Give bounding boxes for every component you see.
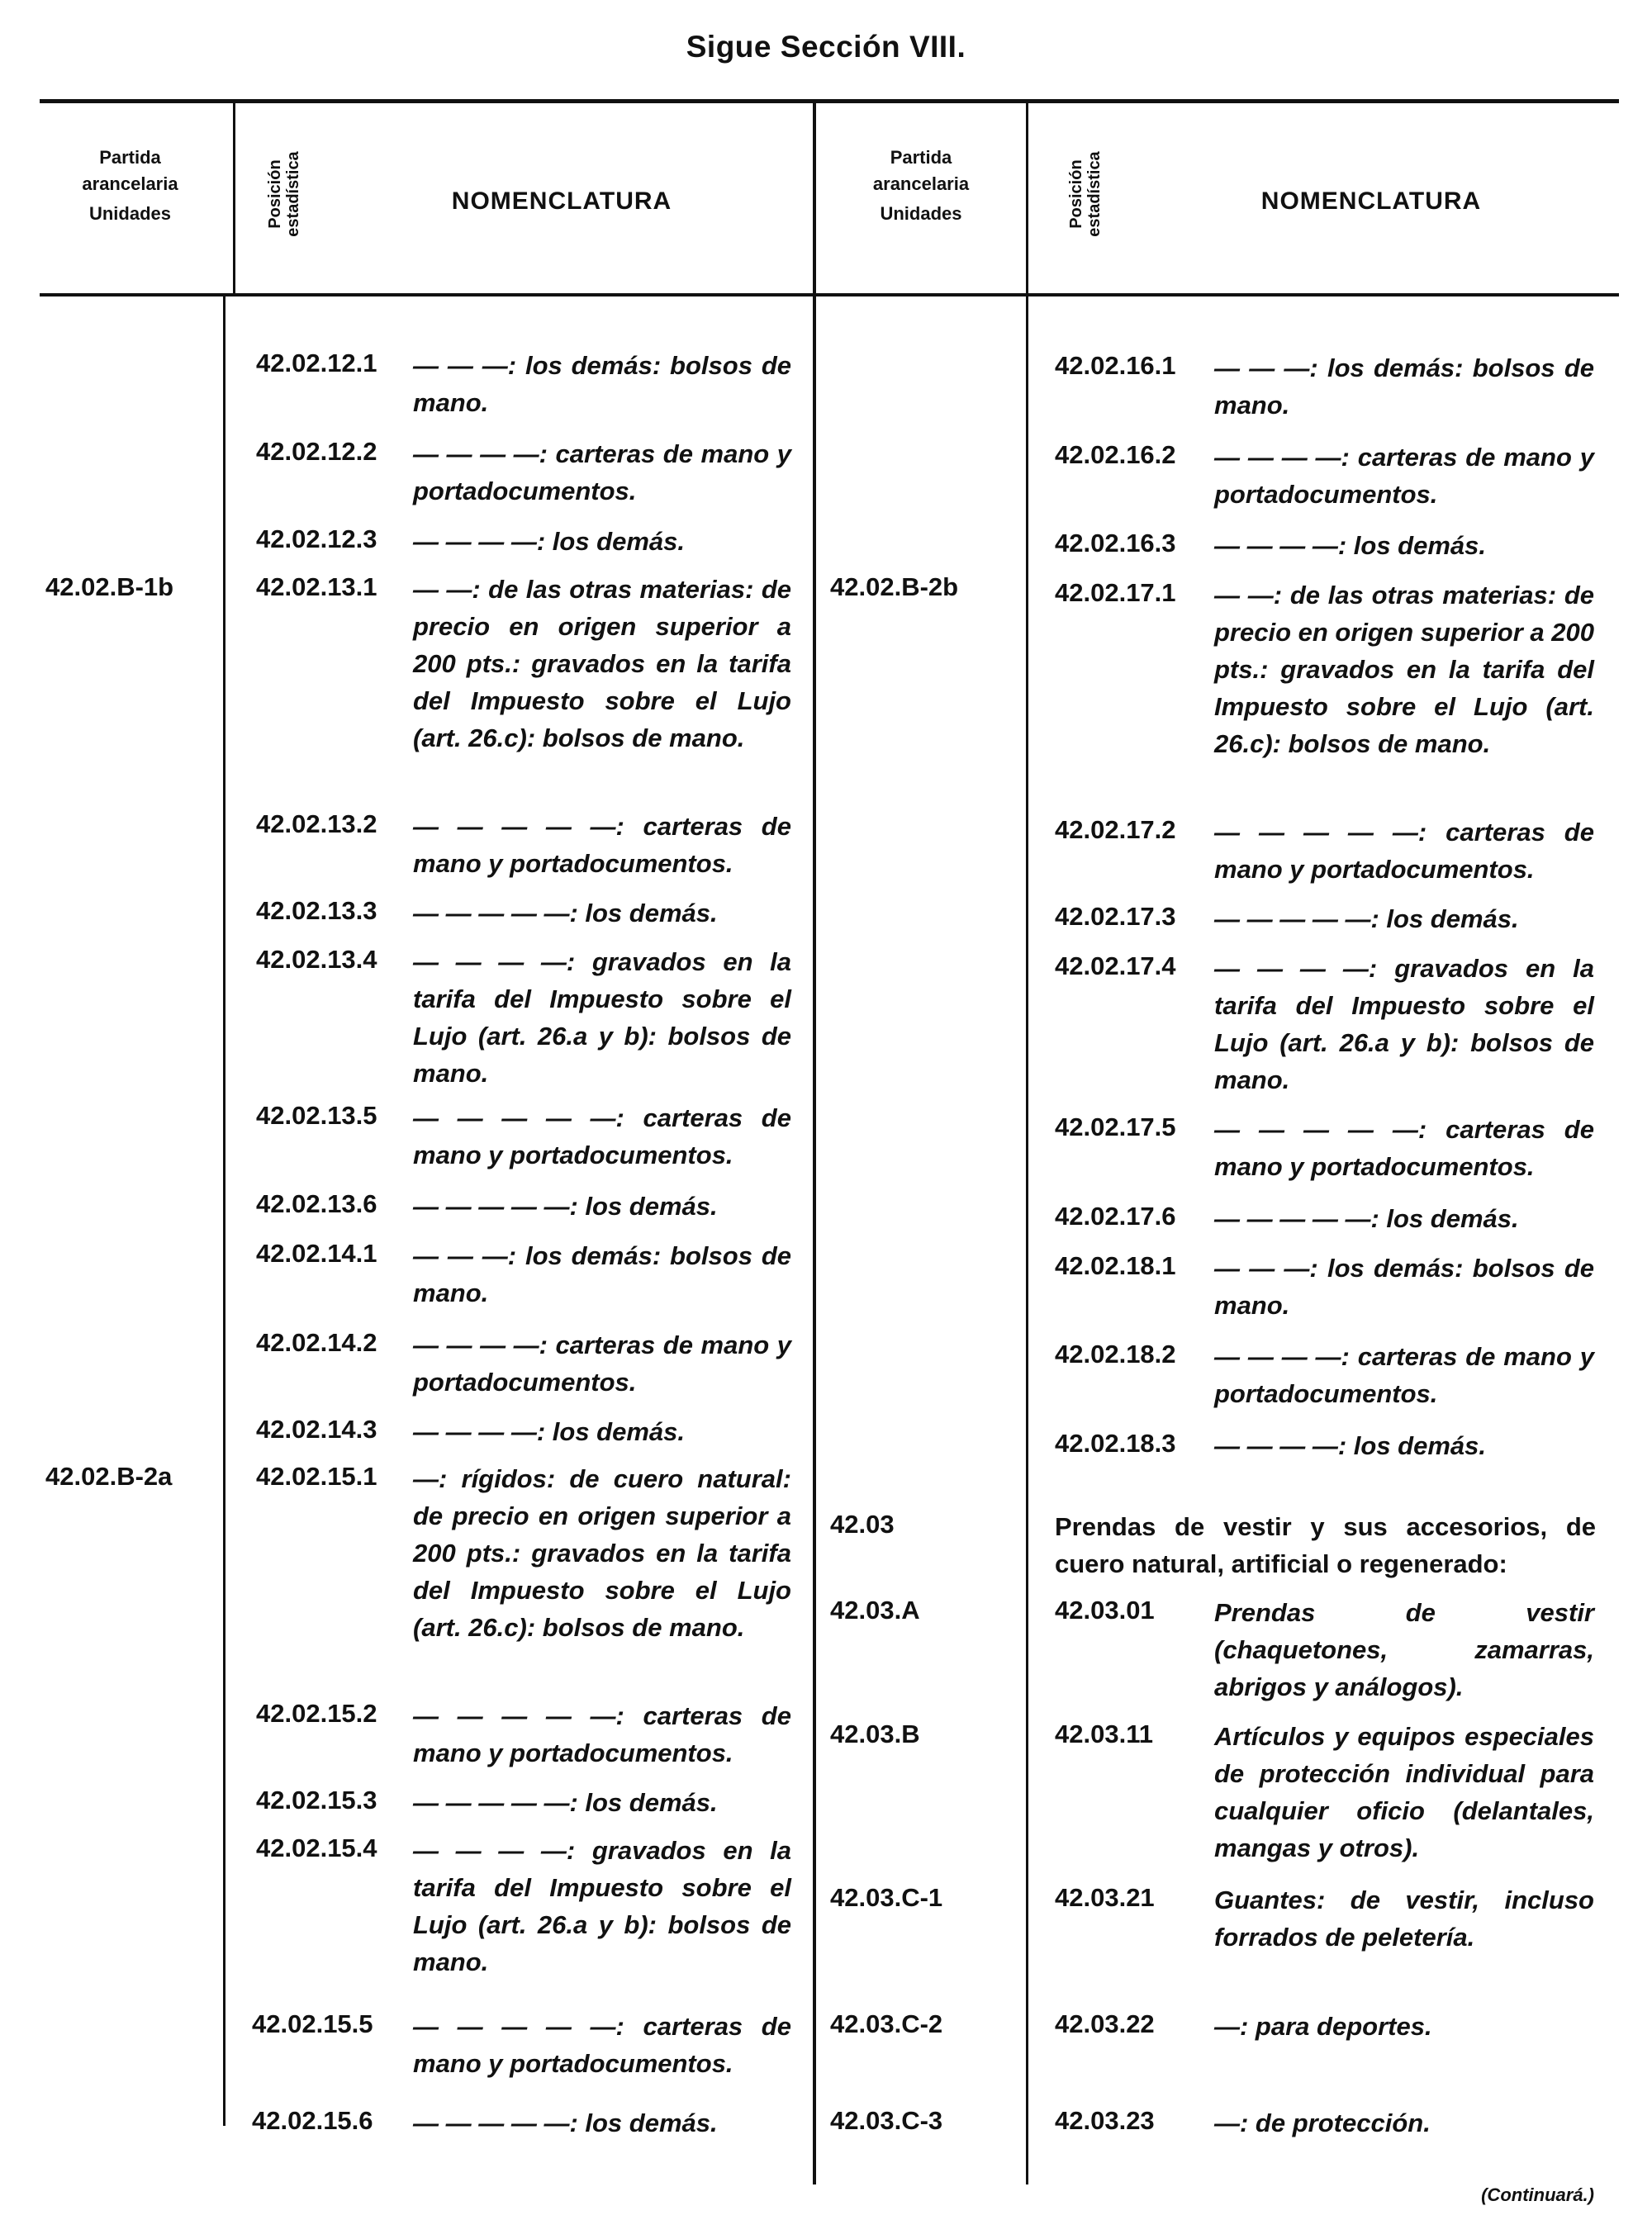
row-4203-desc: Guantes: de vestir, incluso forrados de peletería. (1214, 1886, 1594, 1952)
left-code: 42.02.14.2 (256, 1328, 377, 1357)
column-divider-1 (233, 99, 235, 296)
left-desc: — — — —: carteras de mano y portadocumentos. (413, 1331, 791, 1397)
page-title: Sigue Sección VIII. (686, 30, 966, 64)
left-desc: — — — — —: carteras de mano y portadocumentos. (413, 1701, 791, 1767)
right-desc: — —: de las otras materias: de precio en origen superior a 200 pts.: gravados en la tarifa del Impuesto sobre el Lujo (art. 26.c): bolsos de mano. (1214, 581, 1594, 758)
right-code: 42.02.17.6 (1055, 1202, 1176, 1231)
right-code: 42.02.18.3 (1055, 1429, 1176, 1458)
right-desc: — — — —: gravados en la tarifa del Impuesto sobre el Lujo (art. 26.a y b): bolsos de mano. (1214, 954, 1594, 1094)
header-nomenclatura-right: NOMENCLATURA (1260, 187, 1482, 215)
left-partida: 42.02.B-2a (45, 1462, 173, 1491)
row-4203-code: 42.03.23 (1055, 2106, 1155, 2135)
right-code: 42.02.16.2 (1055, 440, 1176, 469)
left-desc: — — — —: carteras de mano y portadocumentos. (413, 439, 791, 505)
header-partida-line3: Unidades (88, 203, 172, 224)
header-partida-line2: arancelaria (82, 173, 178, 194)
header-posicion-right (1067, 132, 1104, 256)
right-code: 42.02.17.3 (1055, 902, 1176, 931)
right-desc: — — — — —: los demás. (1214, 1204, 1519, 1233)
right-partida: 42.02.B-2b (830, 572, 959, 601)
left-code: 42.02.13.5 (256, 1101, 377, 1130)
left-desc: — — —: los demás: bolsos de mano. (413, 351, 791, 417)
left-desc: — — — — —: carteras de mano y portadocumentos. (413, 2012, 791, 2078)
left-desc: — — — —: los demás. (413, 527, 686, 556)
table-top-rule (40, 99, 1619, 103)
left-desc: — — — — —: carteras de mano y portadocumentos. (413, 1103, 791, 1169)
left-code: 42.02.15.2 (256, 1699, 377, 1728)
header-partida-line1: Partida (99, 147, 161, 168)
continuation-note: (Continuará.) (1481, 2184, 1594, 2205)
left-code: 42.02.13.4 (256, 945, 377, 974)
row-4203-desc: Prendas de vestir (chaquetones, zamarras, abrigos y análogos). (1214, 1598, 1594, 1701)
left-desc: — — — — —: los demás. (413, 1788, 718, 1817)
row-4203-code: 42.03.01 (1055, 1596, 1155, 1625)
right-desc: — — — — —: carteras de mano y portadocumentos. (1214, 1115, 1594, 1181)
right-code: 42.02.17.4 (1055, 951, 1176, 980)
right-desc: — — — —: carteras de mano y portadocumentos. (1214, 1342, 1594, 1408)
left-desc: — — — — —: los demás. (413, 899, 718, 927)
left-desc: — — —: los demás: bolsos de mano. (413, 1241, 791, 1307)
header-nomenclatura: NOMENCLATURA (451, 187, 672, 215)
column-divider-2 (223, 296, 225, 2126)
left-code: 42.02.15.3 (256, 1786, 377, 1814)
header-posicion (266, 132, 302, 256)
left-code: 42.02.12.2 (256, 437, 377, 466)
left-code: 42.02.12.1 (256, 349, 377, 377)
left-code: 42.02.15.4 (256, 1833, 377, 1862)
left-desc: — — — —: los demás. (413, 1417, 686, 1446)
right-desc: — — —: los demás: bolsos de mano. (1214, 353, 1594, 420)
right-partida: 42.03.A (830, 1596, 920, 1625)
left-code: 42.02.15.1 (256, 1462, 377, 1491)
left-code: 42.02.15.6 (252, 2106, 373, 2135)
left-desc: — — — — —: carteras de mano y portadocumentos. (413, 812, 791, 878)
left-code: 42.02.14.1 (256, 1239, 377, 1268)
right-code: 42.02.17.2 (1055, 815, 1176, 844)
row-4203-desc: —: de protección. (1214, 2109, 1431, 2137)
row-4203-code: 42.03.22 (1055, 2009, 1155, 2038)
right-partida: 42.03.C-2 (830, 2009, 943, 2038)
right-desc: — — —: los demás: bolsos de mano. (1214, 1254, 1594, 1320)
column-divider-4 (1026, 99, 1028, 2184)
header-bottom-rule (40, 293, 1619, 296)
left-desc: — —: de las otras materias: de precio en origen superior a 200 pts.: gravados en la tarifa del Impuesto sobre el Lujo (art. 26.c): bolsos de mano. (413, 575, 791, 752)
header-posicion-line2: estadística (284, 151, 302, 237)
right-desc: — — — —: los demás. (1214, 531, 1487, 560)
right-desc: — — — —: carteras de mano y portadocumentos. (1214, 443, 1594, 509)
left-code: 42.02.15.5 (252, 2009, 373, 2038)
right-desc: — — — — —: los demás. (1214, 904, 1519, 933)
right-partida: 42.03 (830, 1510, 895, 1539)
header-partida-right-line3: Unidades (880, 203, 962, 224)
left-desc: — — — — —: los demás. (413, 2109, 718, 2137)
right-desc: — — — —: los demás. (1214, 1431, 1487, 1460)
header-partida-right-line2: arancelaria (872, 173, 970, 194)
header-partida-right (818, 145, 1024, 227)
heading-4203: Prendas de vestir y sus accesorios, de cuero natural, artificial o regenerado: (1055, 1512, 1596, 1578)
row-4203-desc: Artículos y equipos especiales de protección individual para cualquier oficio (delantales, mangas y otros). (1214, 1722, 1594, 1862)
right-partida: 42.03.C-3 (830, 2106, 943, 2135)
left-code: 42.02.14.3 (256, 1415, 377, 1444)
right-code: 42.02.16.3 (1055, 529, 1176, 557)
left-desc: —: rígidos: de cuero natural: de precio en origen superior a 200 pts.: gravados en la tarifa del Impuesto sobre el Lujo (art. 26.c): bolsos de mano. (413, 1464, 791, 1642)
right-partida: 42.03.B (830, 1720, 920, 1748)
header-posicion-right-line1: Posición (1067, 159, 1085, 229)
right-code: 42.02.17.5 (1055, 1112, 1176, 1141)
left-code: 42.02.12.3 (256, 524, 377, 553)
right-code: 42.02.18.2 (1055, 1340, 1176, 1369)
right-code: 42.02.17.1 (1055, 578, 1176, 607)
header-posicion-right-line2: estadística (1085, 151, 1104, 237)
left-code: 42.02.13.6 (256, 1189, 377, 1218)
right-desc: — — — — —: carteras de mano y portadocumentos. (1214, 818, 1594, 884)
left-desc: — — — —: gravados en la tarifa del Impuesto sobre el Lujo (art. 26.a y b): bolsos de mano. (413, 1836, 791, 1976)
center-divider (813, 99, 816, 2184)
right-code: 42.02.18.1 (1055, 1251, 1176, 1280)
right-partida: 42.03.C-1 (830, 1883, 943, 1912)
row-4203-desc: —: para deportes. (1214, 2012, 1432, 2041)
row-4203-code: 42.03.21 (1055, 1883, 1155, 1912)
left-code: 42.02.13.2 (256, 809, 377, 838)
left-desc: — — — — —: los demás. (413, 1192, 718, 1221)
row-4203-code: 42.03.11 (1055, 1720, 1153, 1748)
right-code: 42.02.16.1 (1055, 351, 1176, 380)
header-partida-right-line1: Partida (890, 147, 952, 168)
left-code: 42.02.13.1 (256, 572, 377, 601)
header-posicion-line1: Posición (266, 159, 284, 229)
left-desc: — — — —: gravados en la tarifa del Impuesto sobre el Lujo (art. 26.a y b): bolsos de mano. (413, 947, 791, 1088)
left-code: 42.02.13.3 (256, 896, 377, 925)
header-partida (33, 145, 227, 227)
left-partida: 42.02.B-1b (45, 572, 174, 601)
